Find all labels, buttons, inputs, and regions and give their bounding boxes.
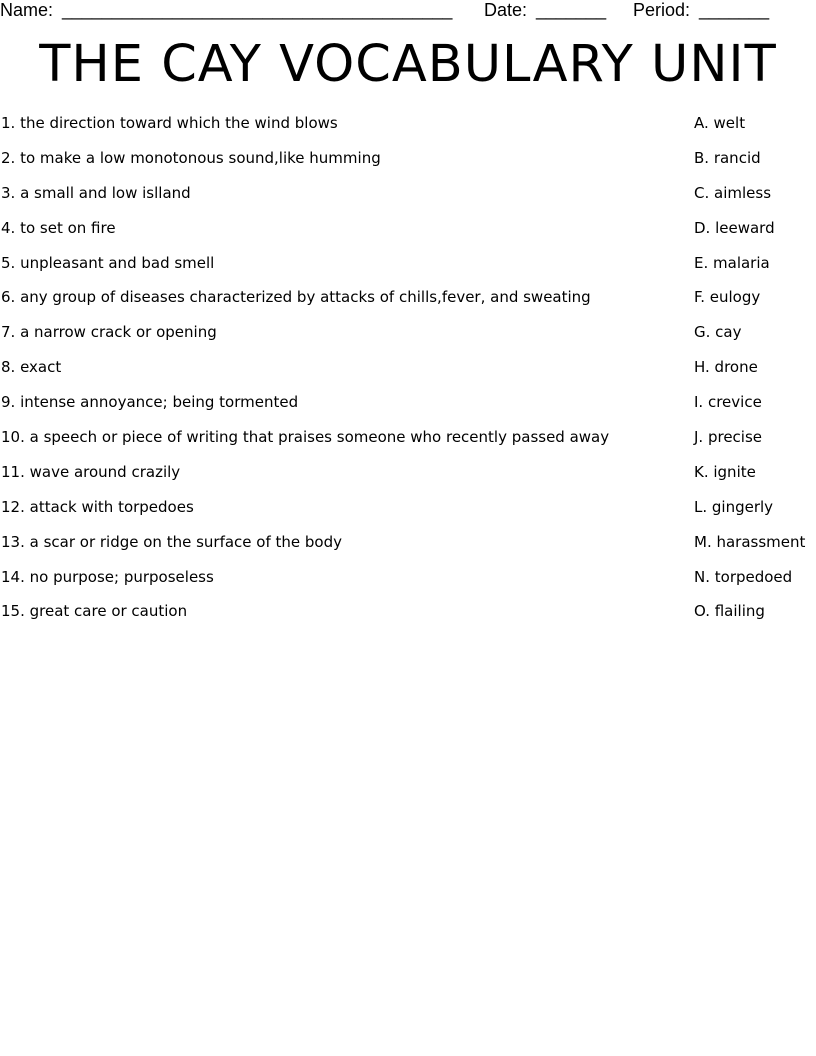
answer-choice: F. eulogy: [694, 288, 761, 307]
period-label: Period:: [633, 0, 691, 20]
clue-text: 13. a scar or ridge on the surface of the body: [1, 532, 343, 551]
matching-row: [0, 391, 816, 426]
answer-choice: D. leeward: [694, 218, 775, 237]
clue-text: 12. attack with torpedoes: [1, 497, 194, 516]
clue-text: 5. unpleasant and bad smell: [1, 253, 215, 272]
matching-row: [0, 112, 816, 147]
clue-text: 15. great care or caution: [1, 602, 188, 621]
answer-choice: A. welt: [694, 114, 746, 132]
clue-text: 7. a narrow crack or opening: [1, 323, 217, 342]
date-blank-line: _______: [536, 0, 607, 20]
matching-row: [0, 566, 816, 601]
clue-text: 6. any group of diseases characterized by attacks of chills,fever, and sweating: [1, 288, 591, 307]
answer-choice: E. malaria: [694, 253, 770, 272]
clue-text: 1. the direction toward which the wind blows: [1, 114, 338, 132]
answer-choice: C. aimless: [694, 183, 772, 202]
answer-choice: J. precise: [694, 428, 763, 447]
clue-text: 14. no purpose; purposeless: [1, 567, 214, 586]
period-blank-line: _______: [699, 0, 770, 20]
matching-row: [0, 286, 816, 321]
matching-list: [0, 112, 816, 635]
name-blank-line: _______________________________________: [62, 0, 453, 20]
answer-choice: N. torpedoed: [694, 567, 793, 586]
student-info-header: [0, 0, 816, 22]
matching-row: [0, 531, 816, 566]
matching-row: [0, 217, 816, 252]
clue-text: 10. a speech or piece of writing that praises someone who recently passed away: [1, 428, 610, 447]
matching-row: [0, 182, 816, 217]
answer-choice: L. gingerly: [694, 497, 774, 516]
answer-choice: H. drone: [694, 358, 758, 377]
clue-text: 2. to make a low monotonous sound,like humming: [1, 148, 381, 167]
matching-row: [0, 147, 816, 182]
answer-choice: M. harassment: [694, 532, 806, 551]
clue-text: 11. wave around crazily: [1, 462, 181, 481]
matching-row: [0, 600, 816, 635]
page-title: THE CAY VOCABULARY UNIT: [39, 35, 777, 94]
matching-row: [0, 356, 816, 391]
clue-text: 9. intense annoyance; being tormented: [1, 393, 299, 412]
answer-choice: K. ignite: [694, 462, 756, 481]
matching-row: [0, 321, 816, 356]
answer-choice: G. cay: [694, 323, 742, 342]
date-label: Date:: [484, 0, 528, 20]
matching-row: [0, 496, 816, 531]
matching-row: [0, 252, 816, 287]
answer-choice: I. crevice: [694, 393, 762, 412]
matching-row: [0, 426, 816, 461]
matching-row: [0, 461, 816, 496]
answer-choice: B. rancid: [694, 148, 761, 167]
clue-text: 3. a small and low islland: [1, 183, 191, 202]
clue-text: 4. to set on fire: [1, 218, 116, 237]
name-label: Name:: [0, 0, 54, 20]
answer-choice: O. flailing: [694, 602, 765, 621]
clue-text: 8. exact: [1, 358, 62, 377]
